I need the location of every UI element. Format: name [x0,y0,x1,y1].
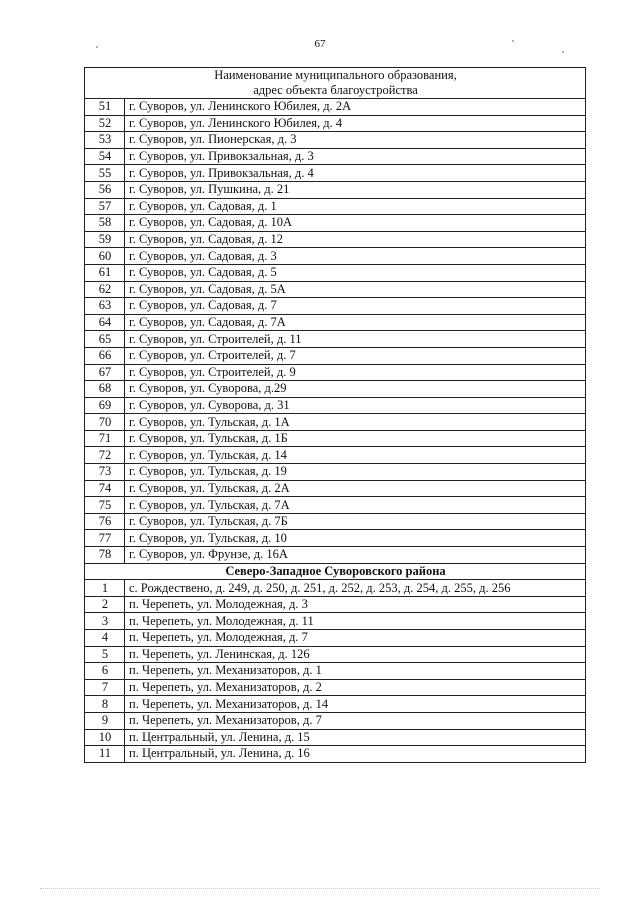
address-table [84,67,586,763]
row-number: 56 [85,181,125,198]
row-address: с. Рождествено, д. 249, д. 250, д. 251, д. 252, д. 253, д. 254, д. 255, д. 256 [125,580,586,597]
table-row [85,497,586,514]
table-row [85,364,586,381]
row-number: 54 [85,148,125,165]
row-number: 57 [85,198,125,215]
row-number: 52 [85,115,125,132]
table-row [85,165,586,182]
header-line-1: Наименование муниципального образования, [214,68,457,82]
row-number: 1 [85,580,125,597]
table-row [85,215,586,232]
scan-speck [512,40,514,42]
row-number: 10 [85,729,125,746]
row-address: г. Суворов, ул. Строителей, д. 9 [125,364,586,381]
table-row [85,646,586,663]
table-row [85,148,586,165]
row-number: 3 [85,613,125,630]
row-address: п. Черепеть, ул. Молодежная, д. 3 [125,596,586,613]
row-address: п. Черепеть, ул. Механизаторов, д. 14 [125,696,586,713]
row-number: 78 [85,547,125,564]
row-address: п. Черепеть, ул. Ленинская, д. 126 [125,646,586,663]
table-row [85,513,586,530]
row-address: г. Суворов, ул. Фрунзе, д. 16А [125,547,586,564]
table-row [85,430,586,447]
scan-artifact-line [40,888,600,891]
row-number: 60 [85,248,125,265]
row-number: 9 [85,712,125,729]
row-address: г. Суворов, ул. Ленинского Юбилея, д. 4 [125,115,586,132]
table-row [85,248,586,265]
header-line-2: адрес объекта благоустройства [253,83,418,97]
row-address: г. Суворов, ул. Привокзальная, д. 3 [125,148,586,165]
table-row [85,347,586,364]
row-number: 68 [85,381,125,398]
table-row [85,530,586,547]
table-row [85,181,586,198]
table-row [85,663,586,680]
row-number: 59 [85,231,125,248]
row-address: г. Суворов, ул. Суворова, д.29 [125,381,586,398]
row-address: п. Черепеть, ул. Молодежная, д. 11 [125,613,586,630]
row-address: г. Суворов, ул. Садовая, д. 3 [125,248,586,265]
row-address: г. Суворов, ул. Садовая, д. 10А [125,215,586,232]
row-address: г. Суворов, ул. Тульская, д. 1Б [125,430,586,447]
row-address: п. Черепеть, ул. Механизаторов, д. 1 [125,663,586,680]
table-row [85,132,586,149]
row-number: 73 [85,464,125,481]
table-row [85,264,586,281]
row-number: 70 [85,414,125,431]
row-number: 51 [85,99,125,116]
row-number: 53 [85,132,125,149]
row-address: г. Суворов, ул. Тульская, д. 7Б [125,513,586,530]
table-row [85,480,586,497]
row-number: 5 [85,646,125,663]
page-number: 67 [314,38,326,50]
table-row [85,630,586,647]
row-number: 8 [85,696,125,713]
table-row [85,729,586,746]
table-header-row [85,68,586,99]
table-row [85,198,586,215]
table-row [85,464,586,481]
row-number: 66 [85,347,125,364]
row-address: г. Суворов, ул. Тульская, д. 7А [125,497,586,514]
row-address: г. Суворов, ул. Садовая, д. 7 [125,298,586,315]
row-number: 76 [85,513,125,530]
table-row [85,99,586,116]
table-row [85,381,586,398]
table-row [85,331,586,348]
row-address: г. Суворов, ул. Ленинского Юбилея, д. 2А [125,99,586,116]
scan-speck [96,46,98,48]
row-address: г. Суворов, ул. Тульская, д. 19 [125,464,586,481]
row-address: г. Суворов, ул. Садовая, д. 7А [125,314,586,331]
row-address: г. Суворов, ул. Садовая, д. 12 [125,231,586,248]
row-address: п. Черепеть, ул. Механизаторов, д. 2 [125,679,586,696]
table-row [85,397,586,414]
row-number: 69 [85,397,125,414]
row-address: г. Суворов, ул. Строителей, д. 11 [125,331,586,348]
row-number: 6 [85,663,125,680]
row-number: 74 [85,480,125,497]
scan-speck [562,51,564,53]
row-number: 11 [85,746,125,763]
table-row [85,281,586,298]
row-number: 4 [85,630,125,647]
row-address: г. Суворов, ул. Привокзальная, д. 4 [125,165,586,182]
row-address: г. Суворов, ул. Садовая, д. 5А [125,281,586,298]
row-address: г. Суворов, ул. Садовая, д. 5 [125,264,586,281]
table-row [85,613,586,630]
row-number: 63 [85,298,125,315]
table-header [85,68,586,99]
table-row [85,596,586,613]
row-address: п. Центральный, ул. Ленина, д. 16 [125,746,586,763]
row-address: г. Суворов, ул. Тульская, д. 14 [125,447,586,464]
table-row [85,696,586,713]
row-number: 64 [85,314,125,331]
row-number: 61 [85,264,125,281]
row-address: г. Суворов, ул. Пионерская, д. 3 [125,132,586,149]
table-row [85,115,586,132]
table-row [85,447,586,464]
row-number: 71 [85,430,125,447]
table-row [85,746,586,763]
row-address: г. Суворов, ул. Пушкина, д. 21 [125,181,586,198]
row-number: 7 [85,679,125,696]
table-row [85,298,586,315]
row-address: г. Суворов, ул. Суворова, д. 31 [125,397,586,414]
row-number: 55 [85,165,125,182]
row-address: г. Суворов, ул. Тульская, д. 10 [125,530,586,547]
section-row [85,563,586,580]
row-address: г. Суворов, ул. Садовая, д. 1 [125,198,586,215]
row-number: 65 [85,331,125,348]
row-number: 67 [85,364,125,381]
row-number: 58 [85,215,125,232]
row-number: 75 [85,497,125,514]
table-row [85,414,586,431]
row-address: г. Суворов, ул. Тульская, д. 2А [125,480,586,497]
table-row [85,712,586,729]
row-number: 62 [85,281,125,298]
row-address: п. Центральный, ул. Ленина, д. 15 [125,729,586,746]
section-title: Северо-Западное Суворовского района [85,563,586,580]
table-row [85,580,586,597]
table-row [85,679,586,696]
row-number: 72 [85,447,125,464]
table-row [85,547,586,564]
row-address: п. Черепеть, ул. Молодежная, д. 7 [125,630,586,647]
table-row [85,314,586,331]
row-address: г. Суворов, ул. Тульская, д. 1А [125,414,586,431]
row-number: 2 [85,596,125,613]
row-number: 77 [85,530,125,547]
row-address: г. Суворов, ул. Строителей, д. 7 [125,347,586,364]
row-address: п. Черепеть, ул. Механизаторов, д. 7 [125,712,586,729]
table-row [85,231,586,248]
